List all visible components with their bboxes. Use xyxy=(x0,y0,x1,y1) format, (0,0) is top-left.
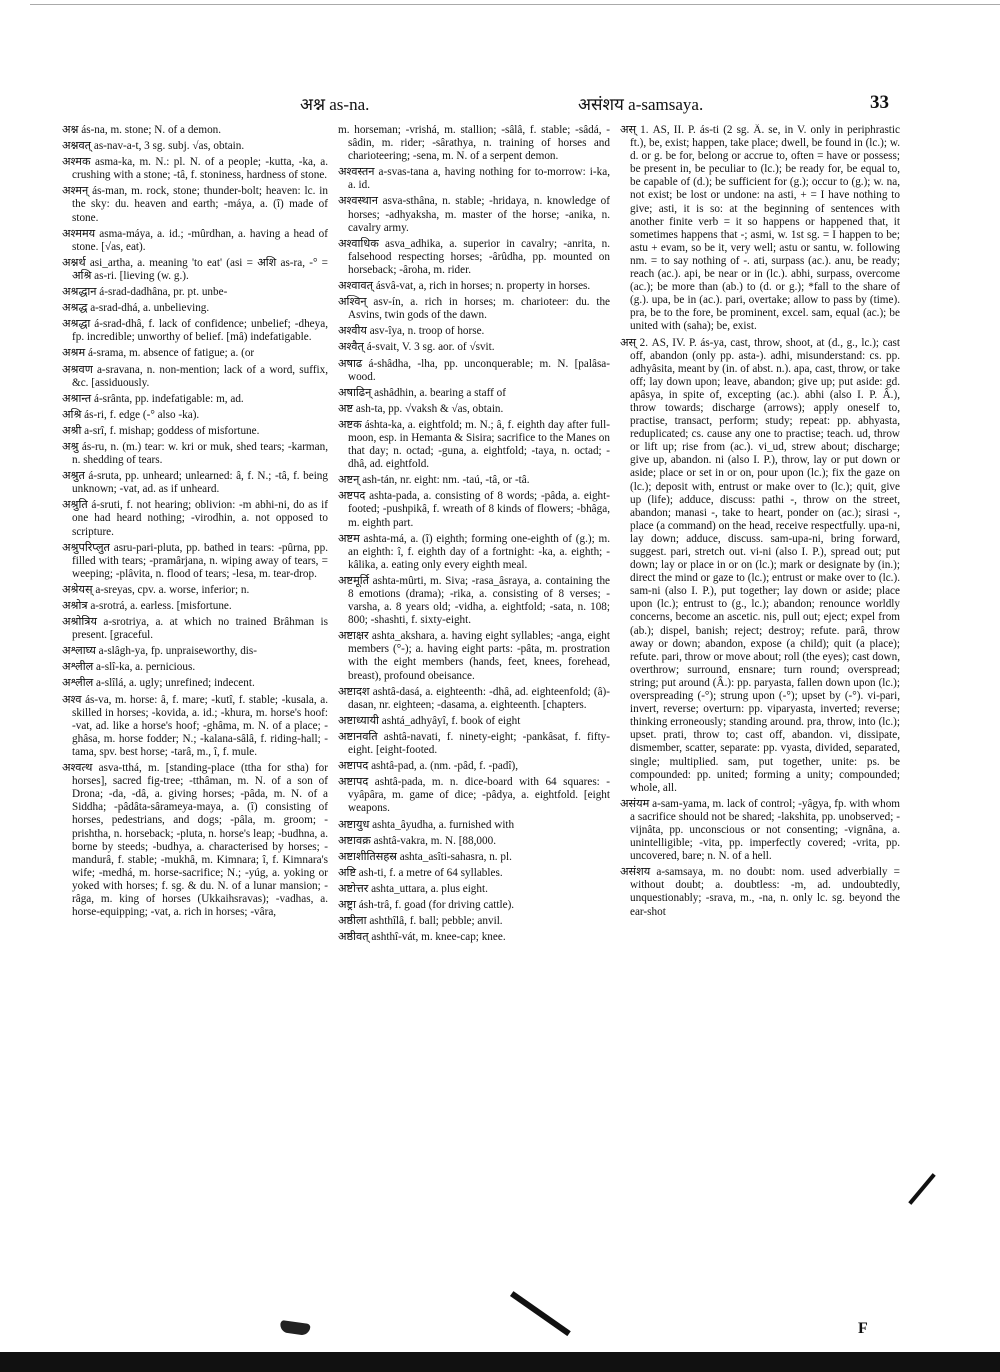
column-middle xyxy=(338,124,610,1284)
page-number: 33 xyxy=(870,92,889,113)
dictionary-entry: अश्रद्ध a-srad-dhá, a. unbelieving. xyxy=(62,302,210,315)
dictionary-entry: अष्ठीला ashthîlâ, f. ball; pebble; anvil. xyxy=(338,915,503,928)
dictionary-entry: अश्वत्थ asva-tthá, m. [standing-place (ttha for stha) for horses], sacred fig-tree; -tthâman, m. N. of a son of Drona; -da, -dâ, a. giving horses; -pâda, m. N. of a Siddha; -pâdâta-sârameya-maya, a. (î) consisting of horses, pedestrians, and dogs; -pâla, m. groom; -prishtha, n. horseback; -pluta, n. horse's leap; -budhna, a. borne by steeds; -budhya, a. characterised by horses; -mandurâ, f. stable; -mukhâ, m. Kimnara; î, f. Kimnara's wife; -medhá, m. horse-sacrifice; N.; -yúg, a. yoking or yoked with horses; f. sg. & du. N. of a lunar mansion; -râga, m. king of horses (Ukkaihsravas); -vadhas, a. horse-equipping; -vat, a. rich in horses; -vâra, xyxy=(62,762,328,919)
dictionary-entry: अष्ट ash-ta, pp. √vaksh & √as, obtain. xyxy=(338,402,504,415)
dictionary-entry: अश्रोत्रिय a-srotriya, a. at which no trained Brâhman is present. [graceful. xyxy=(62,616,328,642)
dictionary-entry: अष्टानवति ashtâ-navati, f. ninety-eight; -pankâsat, f. fifty-eight. [eight-footed. xyxy=(338,730,610,757)
dictionary-entry: अश्विन् asv-ín, a. rich in horses; m. charioteer: du. the Asvins, twin gods of the dawn. xyxy=(338,296,610,322)
dictionary-entry: अश्रुपरिप्लुत asru-pari-pluta, pp. bathed in tears: -pûrna, pp. filled with tears; -pramârjana, n. wiping away of tears, = weeping; -plâvita, n. flood of tears; -lesa, m. tear-drop. xyxy=(62,541,328,580)
dictionary-entry: असंशय a-samsaya, m. no doubt: nom. used adverbially = without doubt; a. doubtless: -m, ad. undoubtedly, unquestionably; -srava, m., -na, n. only lc. sg. beyond the ear-shot xyxy=(620,866,900,918)
dictionary-entry: अष्टायुध ashta_âyudha, a. furnished with xyxy=(338,818,515,831)
dictionary-entry: अश्वाधिक asva_adhika, a. superior in cavalry; -anrita, n. falsehood respecting horses; -ârûdha, pp. mounted on horseback; -âroha, m. rider. xyxy=(338,237,610,276)
dictionary-entry: अष्टक áshta-ka, a. eightfold; m. N.; â, f. eighth day after full-moon, esp. in Hemanta & Sisira; sacrifice to the Manes on that day; n. octad; -guna, a. eightfold; -taya, n. octad; -dhâ, ad. eightfold. xyxy=(338,418,610,471)
dictionary-entry: अष्टाशीतिसहस्र ashta_asîti-sahasra, n. pl. xyxy=(338,850,512,863)
dictionary-entry: अश्रेयस् a-sreyas, cpv. a. worse, inferior; n. xyxy=(62,583,250,596)
dictionary-entry: अश्रु ás-ru, n. (m.) tear: w. kri or muk, shed tears; -karman, n. shedding of tears. xyxy=(62,440,328,467)
dictionary-entry: अष्ट्रा ásh-trâ, f. goad (for driving cattle). xyxy=(338,898,515,911)
dictionary-entry: अश्नर्थ asi_artha, a. meaning 'to eat' (asi = अशि as-ra, -° = अश्रि as-ri. [lieving (w. g.). xyxy=(62,256,328,282)
dictionary-entry: m. horseman; -vrishá, m. stallion; -sâlâ, f. stable; -sâdá, -sâdin, m. rider; -sârathya, n. training of horses and charioteering; -sena, m. N. of a serpent demon. xyxy=(338,124,610,163)
dictionary-entry: अश्वस्तन a-svas-tana a, having nothing for to-morrow: i-ka, a. id. xyxy=(338,166,610,192)
dictionary-entry: अश्रान्त á-srânta, pp. indefatigable: m, ad. xyxy=(62,392,244,405)
top-rule xyxy=(30,4,1000,5)
dictionary-entry: असंयम a-sam-yama, m. lack of control; -yâgya, fp. with whom a sacrifice should not be shared; -lakshita, pp. unobserved; -vijnâta, pp. unconscious or not consenting; -vignâna, a. unintelligible; -vita, pp. imperfectly covered; -vrita, pp. uncovered, bare; n. N. of a hell. xyxy=(620,797,900,863)
dictionary-entry: अष्टादश ashtâ-dasá, a. eighteenth: -dhâ, ad. eighteenfold; (â)-dasan, nr. eighteen; -dasama, a. eighteenth. [chapters. xyxy=(338,685,610,711)
dictionary-entry: अश्लील a-slî-ka, a. pernicious. xyxy=(62,661,196,674)
ink-blot xyxy=(279,1320,310,1336)
dictionary-entry: अश्वैत् á-svait, V. 3 sg. aor. of √svit. xyxy=(338,341,495,354)
header-left-guideword: अश्न as-na. xyxy=(300,95,370,114)
dictionary-entry: अश्न ás-na, m. stone; N. of a demon. xyxy=(62,124,222,136)
dictionary-entry: अश्रोत्र a-srotrá, a. earless. [misfortune. xyxy=(62,600,232,612)
dictionary-entry: अश्रवण a-sravana, n. non-mention; lack of a word, suffix, &c. [assiduously. xyxy=(62,363,328,389)
column-right xyxy=(620,124,900,1284)
dictionary-entry: अश्रम á-srama, m. absence of fatigue; a. (or xyxy=(62,347,255,360)
column-left xyxy=(62,124,328,1284)
dictionary-entry: अश्रुत á-sruta, pp. unheard; unlearned: â, f. N.; -tâ, f. being unknown; -vat, ad. as if unheard. xyxy=(62,470,328,496)
dictionary-entry: अष्टन् ash-tán, nr. eight: nm. -taú, -tâ, or -tâ. xyxy=(338,474,530,487)
dictionary-entry: अषाढिन् ashâdhin, a. bearing a staff of xyxy=(338,386,506,399)
dictionary-entry: अष्टम ashta-má, a. (î) eighth; forming one-eighth of (g.); m. an eighth: î, f. eighth day of a fortnight: -ka, a. eighth; -kâlika, a. eating only every eighth meal. xyxy=(338,532,610,571)
dictionary-entry: अष्टपद ashta-pada, a. consisting of 8 words; -pâda, a. eight-footed; -pushpikâ, f. wreath of 8 kinds of flowers; -bhâga, m. eighth part. xyxy=(338,490,610,529)
dictionary-entry: अश्वस्थान asva-sthâna, n. stable; -hridaya, n. knowledge of horses; -adhyaksha, m. master of the horse; -anika, n. cavalry army. xyxy=(338,195,610,234)
dictionary-entry: अश्री a-srî, f. mishap; goddess of misfortune. xyxy=(62,424,260,437)
pen-stroke xyxy=(510,1291,571,1336)
dictionary-entry: अश्व ás-va, m. horse: â, f. mare; -kutî, f. stable; -kusala, a. skilled in horses; -kovida, a. id.; -khura, m. horse's hoof: -vat, ad. like a horse's hoof; -ghâma, m. N. of a place; -ghâsa, m. horse fodder; N.; -kalana-sâlâ, f. riding-hall; -tama, spv. best horse; -tarâ, m., î, f. mule. xyxy=(62,693,328,758)
dictionary-entry: अश्रद्धान á-srad-dadhâna, pr. pt. unbe- xyxy=(62,286,228,299)
dictionary-entry: अश्लील a-slîlá, a. ugly; unrefined; indecent. xyxy=(62,677,255,690)
dictionary-entry: अषाढ á-shâdha, -lha, pp. unconquerable; m. N. [palâsa-wood. xyxy=(338,357,610,383)
dictionary-entry: अस् 1. AS, II. P. ás-ti (2 sg. Â. se, in V. only in periphrastic ft.), be, exist; happen, take place; dwell, be found in (lc.); w. d. or g. be for, belong or accrue to, often = have or possess; be present in, be peculiar to (lc.); be ready for, be equal to, be capable of (d.); be sufficient for (g.); occur to (g.); w. na, not exist; be lost or undone: na asti, + = I have nothing to give; asti, it is so: at the beginning of sentences with another finite verb = it so happens or happened that, it sometimes happens that -; asmi, w. 1st sg. = I happen to be; astu + evam, so be it, very well; astu or santu, w. following nm. = to say nothing of -. ati, surpass (ac.). anu, be ready; reach (ac.). api, be near or in (lc.). abhi, surpass, overcome (ac.); be more than (ab.) to (d. or g.); *fall to the share of (g.). upa, be in (ac.). pari, overtake; allow to pass by (time). pra, be to the fore, be prominent, excel. sam, equal (ac.); be united with (saha); be, exist. xyxy=(620,124,900,333)
scan-edge xyxy=(0,1352,1000,1372)
signature-mark: F xyxy=(858,1320,868,1337)
dictionary-entry: अष्टापद ashtâ-pad, a. (nm. -pâd, f. -padî), xyxy=(338,760,519,773)
dictionary-entry: अश्ममय asma-máya, a. id.; -mûrdhan, a. having a head of stone. [√as, eat). xyxy=(62,227,328,253)
dictionary-entry: अश्मन् ás-man, m. rock, stone; thunder-bolt; heaven: lc. in the sky: du. heaven and earth; -máya, a. (î) made of stone. xyxy=(62,185,328,224)
dictionary-entry: अश्रुति á-sruti, f. not hearing; oblivion: -m abhi-ni, do as if one had heard nothing; -virodhin, a. not opposed to scripture. xyxy=(62,499,328,538)
dictionary-entry: अष्टाक्षर ashta_akshara, a. having eight syllables; -anga, eight members (°-); a. having eight parts: -pâta, m. prostration with the eight members (hands, feet, knees, forehead, breast), profound obeisance. xyxy=(338,630,610,682)
dictionary-entry: अस् 2. AS, IV. P. ás-ya, cast, throw, shoot, at (d., g., lc.); cast off, abandon (only pp. asta-). adhi, misunderstand: cs. pp. adhyâsita, meant by (in. of abst. n.). apa, cast, throw, or take off; lay down upon; leave, abandon; give up; put aside: gd. apâsya, in spite of, excepting (ac.). abhi (also I. P. Â.), throw towards; discharge (arrows); apply oneself to, practise, transact, perform; study; repeat: pp. abhyasta, reduplicated; cs. cause any one to practise; teach. ud, throw or lift up; rise from (ac.). vi_ud, strew about; discharge; give up, abandon. ni (also I. P.), throw, lay or put down or aside; place or set in or on, pour upon (lc.); fix the gaze on (lc.); deposit with, entrust or make over to (lc.); quit, give up (life); adduce, discuss: pathi -, throw on the street, abandon; manasi -, take to heart, ponder on (ac.); sirasi -, place (a command) on the head, receive respectfully. upa-ni, lay down; adduce, discuss. sam-upa-ni, bring forward, suggest. pari, stretch out. vi-ni (also I. P.), spread out; put down; lay or place in or on (lc.); mark or designate by (in.); direct the mind or gaze to (lc.); entrust or make over to (lc.). sam-ni (also I. P.), put together; lay down or aside; place upon (lc.); entrust to (g., lc.); abandon; renounce worldly concerns, become an ascetic. nis, pull out; eject; expel from (ab.); dispel, banish; reject; destroy; refute. parâ, throw away or down; abandon, expose (a child); quit (a place); refute. pari, throw or move about; roll (the eyes); cast down, overthrow; surround, ensnare; turn round; overspread; string; put around (Â.): pp. paryasta, fallen down upon (lc.); overspreading (-°); strung upon (-°); upset by (-°). vi-pari, invert, reverse; overturn: pp. viparyasta, inverted; reverse; thinking erroneously; standing around. pra, throw, into (lc.); upset. prati, throw to; cast off, abandon. vi, dissipate, dismember, scatter, separate: pp. vyasta, divided, separated, single; multiplied. sam, put together, unite: ps. be compounded: pp. united; forming a unity; compounded; whole, all. xyxy=(620,336,900,794)
header-right-guideword: असंशय a-samsaya. xyxy=(578,95,704,114)
dictionary-entry: अष्ठीवत् ashthî-vát, m. knee-cap; knee. xyxy=(338,931,506,944)
dictionary-entry: अष्टि ash-ti, f. a metre of 64 syllables. xyxy=(338,866,503,879)
dictionary-entry: अश्रि ás-ri, f. edge (-° also -ka). xyxy=(62,408,200,421)
page-header xyxy=(0,92,1000,114)
dictionary-entry: अष्टापद ashtâ-pada, m. n. dice-board with 64 squares: -vyâpâra, m. game of dice; -pâdya, a. eightfold. [eight weapons. xyxy=(338,776,610,815)
dictionary-entry: अष्टोत्तर ashta_uttara, a. plus eight. xyxy=(338,882,488,895)
dictionary-entry: अश्लाघ्य a-slâgh-ya, fp. unpraiseworthy, dis- xyxy=(62,645,257,658)
dictionary-entry: अश्वावत् ásvâ-vat, a, rich in horses; n. property in horses. xyxy=(338,280,591,293)
pen-mark xyxy=(908,1173,935,1205)
dictionary-entry: अश्रद्धा á-srad-dhâ, f. lack of confidence; unbelief; -dheya, fp. incredible; unworthy of belief. [mâ) indefatigable. xyxy=(62,318,328,344)
dictionary-entry: अश्नवत् as-nav-a-t, 3 sg. subj. √as, obtain. xyxy=(62,140,245,153)
dictionary-entry: अष्टावक्र ashtâ-vakra, m. N. [88,000. xyxy=(338,834,496,847)
dictionary-entry: अश्वीय asv-îya, n. troop of horse. xyxy=(338,325,485,338)
dictionary-entry: अष्टाध्यायी ashtá_adhyâyî, f. book of eight xyxy=(338,714,521,727)
dictionary-entry: अष्टमूर्ति ashta-mûrti, m. Siva; -rasa_âsraya, a. containing the 8 emotions (drama); -rika, a. consisting of 8 verses; -varsha, a. 8 years old; -vidha, a. eightfold; -sata, n. 108; 800; -shashti, f. sixty-eight. xyxy=(338,574,610,627)
dictionary-entry: अश्मक asma-ka, m. N.: pl. N. of a people; -kutta, -ka, a. crushing with a stone; -tâ, f. stoniness, hardness of stone. xyxy=(62,156,328,182)
